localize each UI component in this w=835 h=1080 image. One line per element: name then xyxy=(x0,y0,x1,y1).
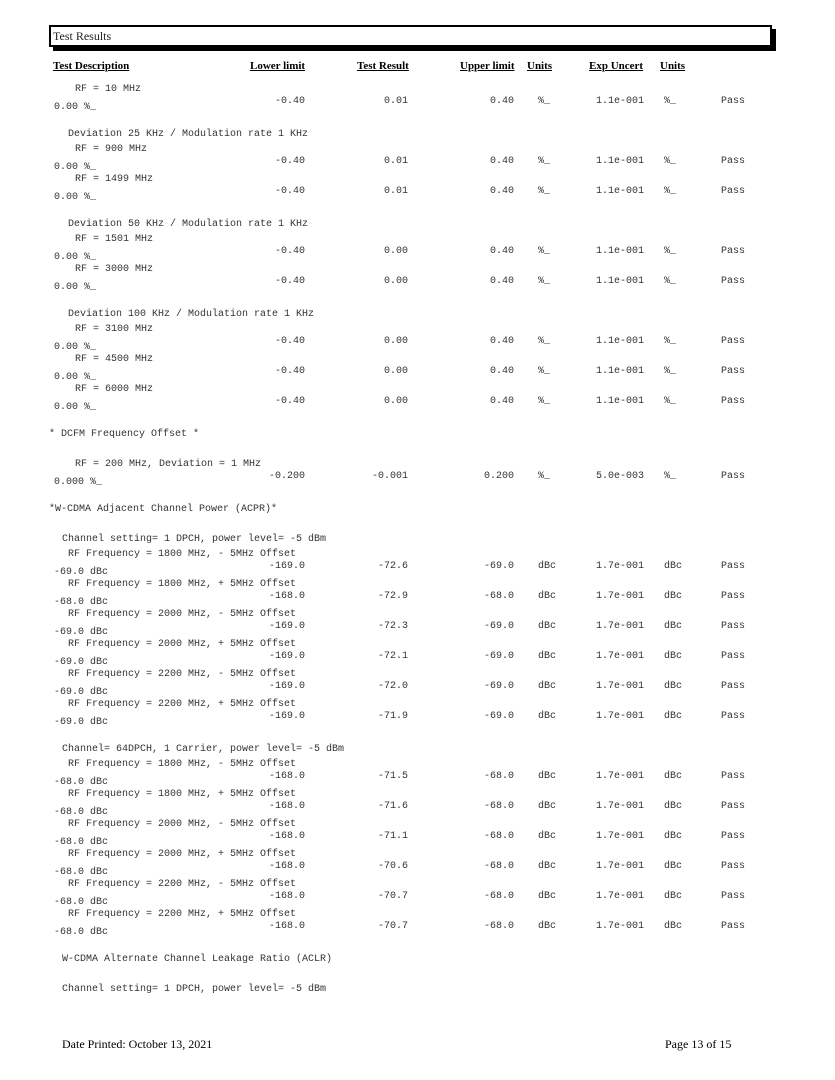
units-2: dBc xyxy=(664,771,683,782)
units-2: dBc xyxy=(664,711,683,722)
lower-limit: -169.0 xyxy=(268,711,305,722)
test-result: 0.01 xyxy=(383,186,408,197)
upper-limit: 0.40 xyxy=(489,96,514,107)
units: dBc xyxy=(538,921,557,932)
lower-limit: -0.40 xyxy=(274,396,305,407)
test-result: -71.1 xyxy=(377,831,408,842)
test-result: -71.9 xyxy=(377,711,408,722)
exp-uncert: 1.1e-001 xyxy=(596,246,645,257)
units: %_ xyxy=(538,246,551,257)
units-2: %_ xyxy=(664,366,677,377)
status: Pass xyxy=(721,471,746,482)
header-units-2: Units xyxy=(660,60,686,72)
nominal-value: 0.00 %_ xyxy=(54,102,97,113)
section-label: RF Frequency = 1800 MHz, + 5MHz Offset xyxy=(68,579,297,590)
exp-uncert: 1.7e-001 xyxy=(596,621,645,632)
lower-limit: -0.40 xyxy=(274,246,305,257)
status: Pass xyxy=(721,921,746,932)
exp-uncert: 1.7e-001 xyxy=(596,651,645,662)
section-label: RF Frequency = 2200 MHz, + 5MHz Offset xyxy=(68,699,297,710)
status: Pass xyxy=(721,651,746,662)
section-label: Channel= 64DPCH, 1 Carrier, power level= -5 dBm xyxy=(62,744,345,755)
units: dBc xyxy=(538,591,557,602)
upper-limit: -68.0 xyxy=(483,591,514,602)
units: %_ xyxy=(538,186,551,197)
nominal-value: -68.0 dBc xyxy=(54,927,109,938)
test-result: -0.001 xyxy=(371,471,408,482)
section-label: * DCFM Frequency Offset * xyxy=(49,429,200,440)
header-test-description: Test Description xyxy=(53,60,130,72)
lower-limit: -169.0 xyxy=(268,651,305,662)
nominal-value: -69.0 dBc xyxy=(54,567,109,578)
exp-uncert: 1.7e-001 xyxy=(596,861,645,872)
units-2: dBc xyxy=(664,921,683,932)
exp-uncert: 1.7e-001 xyxy=(596,801,645,812)
section-label: RF = 3100 MHz xyxy=(75,324,154,335)
section-label: RF Frequency = 2200 MHz, + 5MHz Offset xyxy=(68,909,297,920)
status: Pass xyxy=(721,366,746,377)
test-result: -72.3 xyxy=(377,621,408,632)
nominal-value: -69.0 dBc xyxy=(54,627,109,638)
units: %_ xyxy=(538,396,551,407)
section-label: Deviation 100 KHz / Modulation rate 1 KHz xyxy=(68,309,315,320)
upper-limit: 0.40 xyxy=(489,366,514,377)
section-label: RF Frequency = 2000 MHz, + 5MHz Offset xyxy=(68,849,297,860)
section-label: RF Frequency = 1800 MHz, - 5MHz Offset xyxy=(68,759,297,770)
section-label: RF = 4500 MHz xyxy=(75,354,154,365)
lower-limit: -0.40 xyxy=(274,156,305,167)
date-printed: Date Printed: October 13, 2021 xyxy=(62,1037,213,1051)
units: %_ xyxy=(538,156,551,167)
units-2: dBc xyxy=(664,801,683,812)
exp-uncert: 1.1e-001 xyxy=(596,396,645,407)
test-result: -70.7 xyxy=(377,921,408,932)
lower-limit: -168.0 xyxy=(268,771,305,782)
test-result: 0.00 xyxy=(383,276,408,287)
upper-limit: 0.200 xyxy=(483,471,514,482)
units-2: %_ xyxy=(664,186,677,197)
units: dBc xyxy=(538,561,557,572)
lower-limit: -0.40 xyxy=(274,336,305,347)
exp-uncert: 1.7e-001 xyxy=(596,681,645,692)
units-2: dBc xyxy=(664,561,683,572)
nominal-value: 0.000 %_ xyxy=(54,477,103,488)
lower-limit: -0.40 xyxy=(274,96,305,107)
upper-limit: -69.0 xyxy=(483,561,514,572)
section-label: RF = 900 MHz xyxy=(75,144,148,155)
test-result: -72.0 xyxy=(377,681,408,692)
units-2: dBc xyxy=(664,861,683,872)
units: %_ xyxy=(538,471,551,482)
exp-uncert: 1.1e-001 xyxy=(596,96,645,107)
section-label: RF Frequency = 2200 MHz, - 5MHz Offset xyxy=(68,669,297,680)
status: Pass xyxy=(721,96,746,107)
section-label: RF = 3000 MHz xyxy=(75,264,154,275)
status: Pass xyxy=(721,621,746,632)
units: dBc xyxy=(538,891,557,902)
units: dBc xyxy=(538,621,557,632)
exp-uncert: 1.7e-001 xyxy=(596,771,645,782)
units: dBc xyxy=(538,651,557,662)
status: Pass xyxy=(721,681,746,692)
header-exp-uncert: Exp Uncert xyxy=(589,60,644,72)
status: Pass xyxy=(721,186,746,197)
status: Pass xyxy=(721,246,746,257)
test-result: -72.1 xyxy=(377,651,408,662)
units: %_ xyxy=(538,276,551,287)
test-result: -71.5 xyxy=(377,771,408,782)
lower-limit: -168.0 xyxy=(268,591,305,602)
lower-limit: -169.0 xyxy=(268,561,305,572)
section-label: RF Frequency = 2000 MHz, + 5MHz Offset xyxy=(68,639,297,650)
section-label: RF = 200 MHz, Deviation = 1 MHz xyxy=(75,459,262,470)
upper-limit: -69.0 xyxy=(483,681,514,692)
section-label: RF = 6000 MHz xyxy=(75,384,154,395)
nominal-value: -68.0 dBc xyxy=(54,837,109,848)
nominal-value: 0.00 %_ xyxy=(54,342,97,353)
units: dBc xyxy=(538,831,557,842)
exp-uncert: 1.1e-001 xyxy=(596,276,645,287)
exp-uncert: 1.7e-001 xyxy=(596,591,645,602)
section-label: RF Frequency = 2000 MHz, - 5MHz Offset xyxy=(68,609,297,620)
units-2: %_ xyxy=(664,471,677,482)
units-2: %_ xyxy=(664,96,677,107)
status: Pass xyxy=(721,276,746,287)
units-2: %_ xyxy=(664,336,677,347)
exp-uncert: 1.1e-001 xyxy=(596,336,645,347)
upper-limit: 0.40 xyxy=(489,336,514,347)
test-result: -70.6 xyxy=(377,861,408,872)
lower-limit: -0.200 xyxy=(268,471,305,482)
status: Pass xyxy=(721,561,746,572)
test-result: 0.00 xyxy=(383,366,408,377)
test-result: 0.00 xyxy=(383,336,408,347)
units: dBc xyxy=(538,711,557,722)
section-label: Deviation 25 KHz / Modulation rate 1 KHz xyxy=(68,129,309,140)
status: Pass xyxy=(721,396,746,407)
lower-limit: -168.0 xyxy=(268,891,305,902)
lower-limit: -168.0 xyxy=(268,861,305,872)
upper-limit: -68.0 xyxy=(483,771,514,782)
section-label: RF Frequency = 2000 MHz, - 5MHz Offset xyxy=(68,819,297,830)
section-label: RF = 1501 MHz xyxy=(75,234,154,245)
nominal-value: 0.00 %_ xyxy=(54,282,97,293)
test-result: -70.7 xyxy=(377,891,408,902)
section-label: Deviation 50 KHz / Modulation rate 1 KHz xyxy=(68,219,309,230)
section-title: Test Results xyxy=(49,25,772,47)
nominal-value: 0.00 %_ xyxy=(54,252,97,263)
nominal-value: -68.0 dBc xyxy=(54,867,109,878)
lower-limit: -168.0 xyxy=(268,801,305,812)
exp-uncert: 1.7e-001 xyxy=(596,921,645,932)
units-2: dBc xyxy=(664,591,683,602)
nominal-value: -68.0 dBc xyxy=(54,777,109,788)
units: %_ xyxy=(538,336,551,347)
nominal-value: -69.0 dBc xyxy=(54,687,109,698)
header-lower-limit: Lower limit xyxy=(250,60,306,72)
header-upper-limit: Upper limit xyxy=(460,60,515,72)
upper-limit: 0.40 xyxy=(489,156,514,167)
header-test-result: Test Result xyxy=(357,60,409,72)
units-2: dBc xyxy=(664,651,683,662)
units-2: dBc xyxy=(664,681,683,692)
nominal-value: -68.0 dBc xyxy=(54,897,109,908)
status: Pass xyxy=(721,861,746,872)
upper-limit: -68.0 xyxy=(483,861,514,872)
upper-limit: -68.0 xyxy=(483,891,514,902)
lower-limit: -168.0 xyxy=(268,921,305,932)
units: %_ xyxy=(538,366,551,377)
nominal-value: 0.00 %_ xyxy=(54,162,97,173)
section-label: RF Frequency = 1800 MHz, - 5MHz Offset xyxy=(68,549,297,560)
exp-uncert: 1.1e-001 xyxy=(596,366,645,377)
upper-limit: -68.0 xyxy=(483,921,514,932)
section-label: RF Frequency = 2200 MHz, - 5MHz Offset xyxy=(68,879,297,890)
units-2: %_ xyxy=(664,396,677,407)
lower-limit: -0.40 xyxy=(274,366,305,377)
units: dBc xyxy=(538,861,557,872)
test-result: 0.01 xyxy=(383,96,408,107)
units-2: %_ xyxy=(664,246,677,257)
upper-limit: 0.40 xyxy=(489,276,514,287)
upper-limit: -69.0 xyxy=(483,651,514,662)
section-label: Channel setting= 1 DPCH, power level= -5 dBm xyxy=(62,534,327,545)
test-result: -71.6 xyxy=(377,801,408,812)
status: Pass xyxy=(721,771,746,782)
upper-limit: -68.0 xyxy=(483,801,514,812)
nominal-value: -69.0 dBc xyxy=(54,657,109,668)
lower-limit: -169.0 xyxy=(268,681,305,692)
exp-uncert: 1.7e-001 xyxy=(596,561,645,572)
upper-limit: -69.0 xyxy=(483,711,514,722)
upper-limit: 0.40 xyxy=(489,186,514,197)
units-2: dBc xyxy=(664,621,683,632)
page-number: Page 13 of 15 xyxy=(665,1037,732,1051)
section-label: W-CDMA Alternate Channel Leakage Ratio (ACLR) xyxy=(62,954,333,965)
exp-uncert: 5.0e-003 xyxy=(596,471,645,482)
status: Pass xyxy=(721,891,746,902)
nominal-value: 0.00 %_ xyxy=(54,192,97,203)
upper-limit: 0.40 xyxy=(489,396,514,407)
units: dBc xyxy=(538,801,557,812)
units-2: %_ xyxy=(664,276,677,287)
status: Pass xyxy=(721,156,746,167)
section-label: Channel setting= 1 DPCH, power level= -5 dBm xyxy=(62,984,327,995)
nominal-value: 0.00 %_ xyxy=(54,372,97,383)
lower-limit: -169.0 xyxy=(268,621,305,632)
units: %_ xyxy=(538,96,551,107)
status: Pass xyxy=(721,801,746,812)
exp-uncert: 1.7e-001 xyxy=(596,891,645,902)
status: Pass xyxy=(721,336,746,347)
test-result: 0.01 xyxy=(383,156,408,167)
lower-limit: -0.40 xyxy=(274,276,305,287)
nominal-value: 0.00 %_ xyxy=(54,402,97,413)
units: dBc xyxy=(538,771,557,782)
section-label: *W-CDMA Adjacent Channel Power (ACPR)* xyxy=(49,504,278,515)
units-2: dBc xyxy=(664,891,683,902)
status: Pass xyxy=(721,591,746,602)
exp-uncert: 1.1e-001 xyxy=(596,156,645,167)
test-result: -72.6 xyxy=(377,561,408,572)
test-result: -72.9 xyxy=(377,591,408,602)
lower-limit: -168.0 xyxy=(268,831,305,842)
section-label: RF = 10 MHz xyxy=(75,84,142,95)
units: dBc xyxy=(538,681,557,692)
upper-limit: -68.0 xyxy=(483,831,514,842)
test-result: 0.00 xyxy=(383,396,408,407)
nominal-value: -69.0 dBc xyxy=(54,717,109,728)
test-result: 0.00 xyxy=(383,246,408,257)
upper-limit: -69.0 xyxy=(483,621,514,632)
units-2: %_ xyxy=(664,156,677,167)
section-label: RF Frequency = 1800 MHz, + 5MHz Offset xyxy=(68,789,297,800)
nominal-value: -68.0 dBc xyxy=(54,807,109,818)
header-units: Units xyxy=(527,60,553,72)
status: Pass xyxy=(721,831,746,842)
nominal-value: -68.0 dBc xyxy=(54,597,109,608)
units-2: dBc xyxy=(664,831,683,842)
lower-limit: -0.40 xyxy=(274,186,305,197)
exp-uncert: 1.7e-001 xyxy=(596,831,645,842)
section-label: RF = 1499 MHz xyxy=(75,174,154,185)
exp-uncert: 1.7e-001 xyxy=(596,711,645,722)
upper-limit: 0.40 xyxy=(489,246,514,257)
exp-uncert: 1.1e-001 xyxy=(596,186,645,197)
status: Pass xyxy=(721,711,746,722)
